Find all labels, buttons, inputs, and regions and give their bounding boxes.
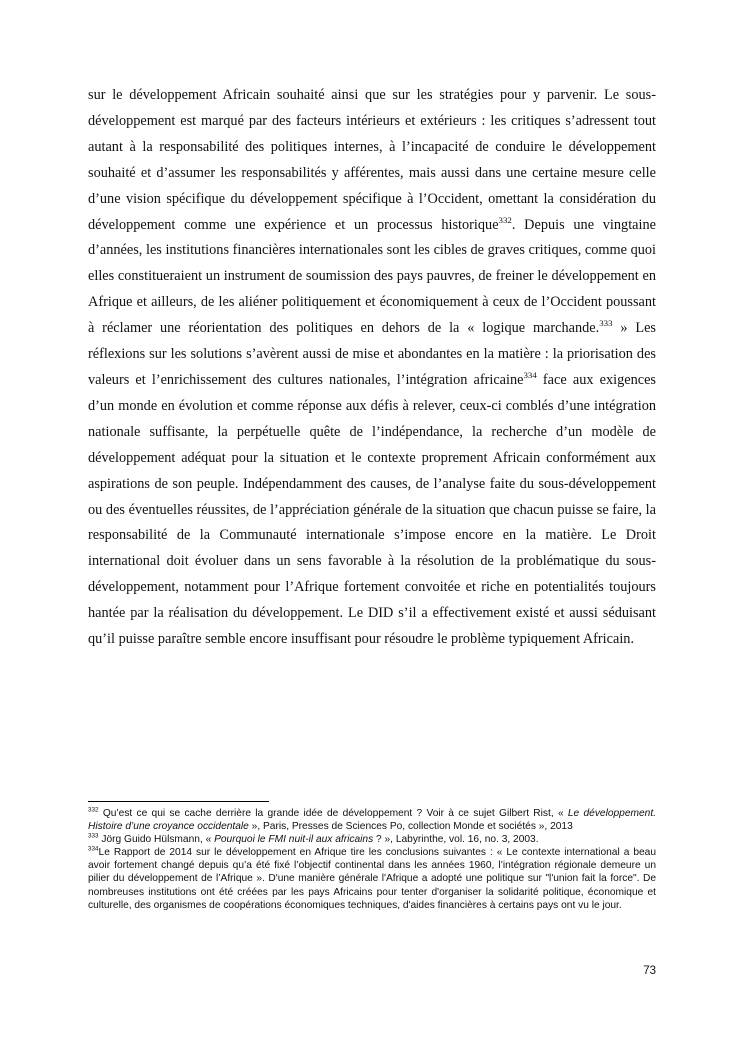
footnote-title: Le développement. Histoire d’une croyance occidentale xyxy=(88,808,656,833)
footnote-text: Qu’est ce qui se cache derrière la grande idée de développement ? Voir à ce sujet Gilbert Rist, « xyxy=(98,808,568,819)
footnote-text: Le Rapport de 2014 sur le développement en Afrique tire les conclusions suivantes : « Le contexte international a beau avoir fortement changé depuis qu’a été fixé l’objectif continental dans les années 1960, l’intégration régionale demeure un pilier du développement de l’Afrique ». D'une manière générale l'Afrique a adopté une politique sur "l'union fait la force". De nombreuses institutions ont été créées par les pays Africains pour tenter d'organiser la solidarité politique, économique et culturelle, des organismes de coopérations économiques techniques, d'aides financières à certains pays ont vu le jour. xyxy=(88,847,656,911)
body-text: » Les réflexions sur les solutions s’avèrent aussi de mise et abondantes en la matière : la priorisation des valeurs et l’enrichissement des cultures nationales, l’intégration africaine xyxy=(88,320,656,388)
footnote-332 xyxy=(88,807,656,833)
footnote-separator xyxy=(88,801,269,802)
footnote-334 xyxy=(88,846,656,911)
footnote-number: 333 xyxy=(88,832,99,840)
footnote-text: Jörg Guido Hülsmann, « xyxy=(98,834,215,846)
page-number: 73 xyxy=(643,965,656,977)
footnote-ref-334[interactable]: 334 xyxy=(523,370,537,381)
footnote-text: », Paris, Presses de Sciences Po, collection Monde et sociétés », 2013 xyxy=(248,821,573,833)
body-text: sur le développement Africain souhaité ainsi que sur les stratégies pour y parvenir. Le sous-développement est marqué par des facteurs intérieurs et extérieurs : les critiques s’adressent tout autant à la responsabilité des politiques internes, à l’incapacité de conduire le développement souhaité et d’assumer les responsabilités y afférentes, mais aussi dans une certaine mesure celle d’une vision spécifique du développement spécifique à l’Occident, omettant la considération du développement comme une expérience et un processus historique xyxy=(88,87,656,233)
body-paragraph xyxy=(88,83,656,653)
footnote-text: ? », Labyrinthe, vol. 16, no. 3, 2003. xyxy=(373,834,539,846)
body-text: . Depuis une vingtaine d’années, les institutions financières internationales sont les cibles de graves critiques, comme quoi elles constitueraient un instrument de soumission des pays pauvres, de freiner le développement en Afrique et ailleurs, de les aliéner politiquement et économiquement à ceux de l’Occident poussant à réclamer une réorientation des politiques en dehors de la « logique marchande. xyxy=(88,216,656,337)
footnote-333 xyxy=(88,833,656,846)
footnote-ref-333[interactable]: 333 xyxy=(599,318,613,329)
footnote-number: 334 xyxy=(88,845,99,853)
body-text: face aux exigences d’un monde en évolution et comme réponse aux défis à relever, ceux-ci comblés d’une intégration nationale suffisante, la perpétuelle quête de l’indépendance, la recherche d’un modèle de développement adéquat pour la situation et le contexte proprement Africain conformément aux aspirations de son peuple. Indépendamment des causes, de l’analyse faite du sous-développement ou des éventuelles réussites, de l’appréciation générale de la situation que chacun puisse se faire, la responsabilité de la Communauté internationale s’impose encore en la matière. Le Droit international doit évoluer dans un sens favorable à la résolution de la problématique du sous-développement, notamment pour l’Afrique fortement convoitée et riche en potentialités toujours hantée par la réalisation du développement. Le DID s’il a effectivement existé et aussi séduisant qu’il puisse paraître semble encore insuffisant pour résoudre le problème typiquement Africain. xyxy=(88,371,656,648)
footnote-ref-332[interactable]: 332 xyxy=(498,214,512,225)
footnote-title: Pourquoi le FMI nuit-il aux africains xyxy=(214,834,374,846)
footnote-number: 332 xyxy=(88,806,99,814)
footnotes xyxy=(88,807,656,912)
